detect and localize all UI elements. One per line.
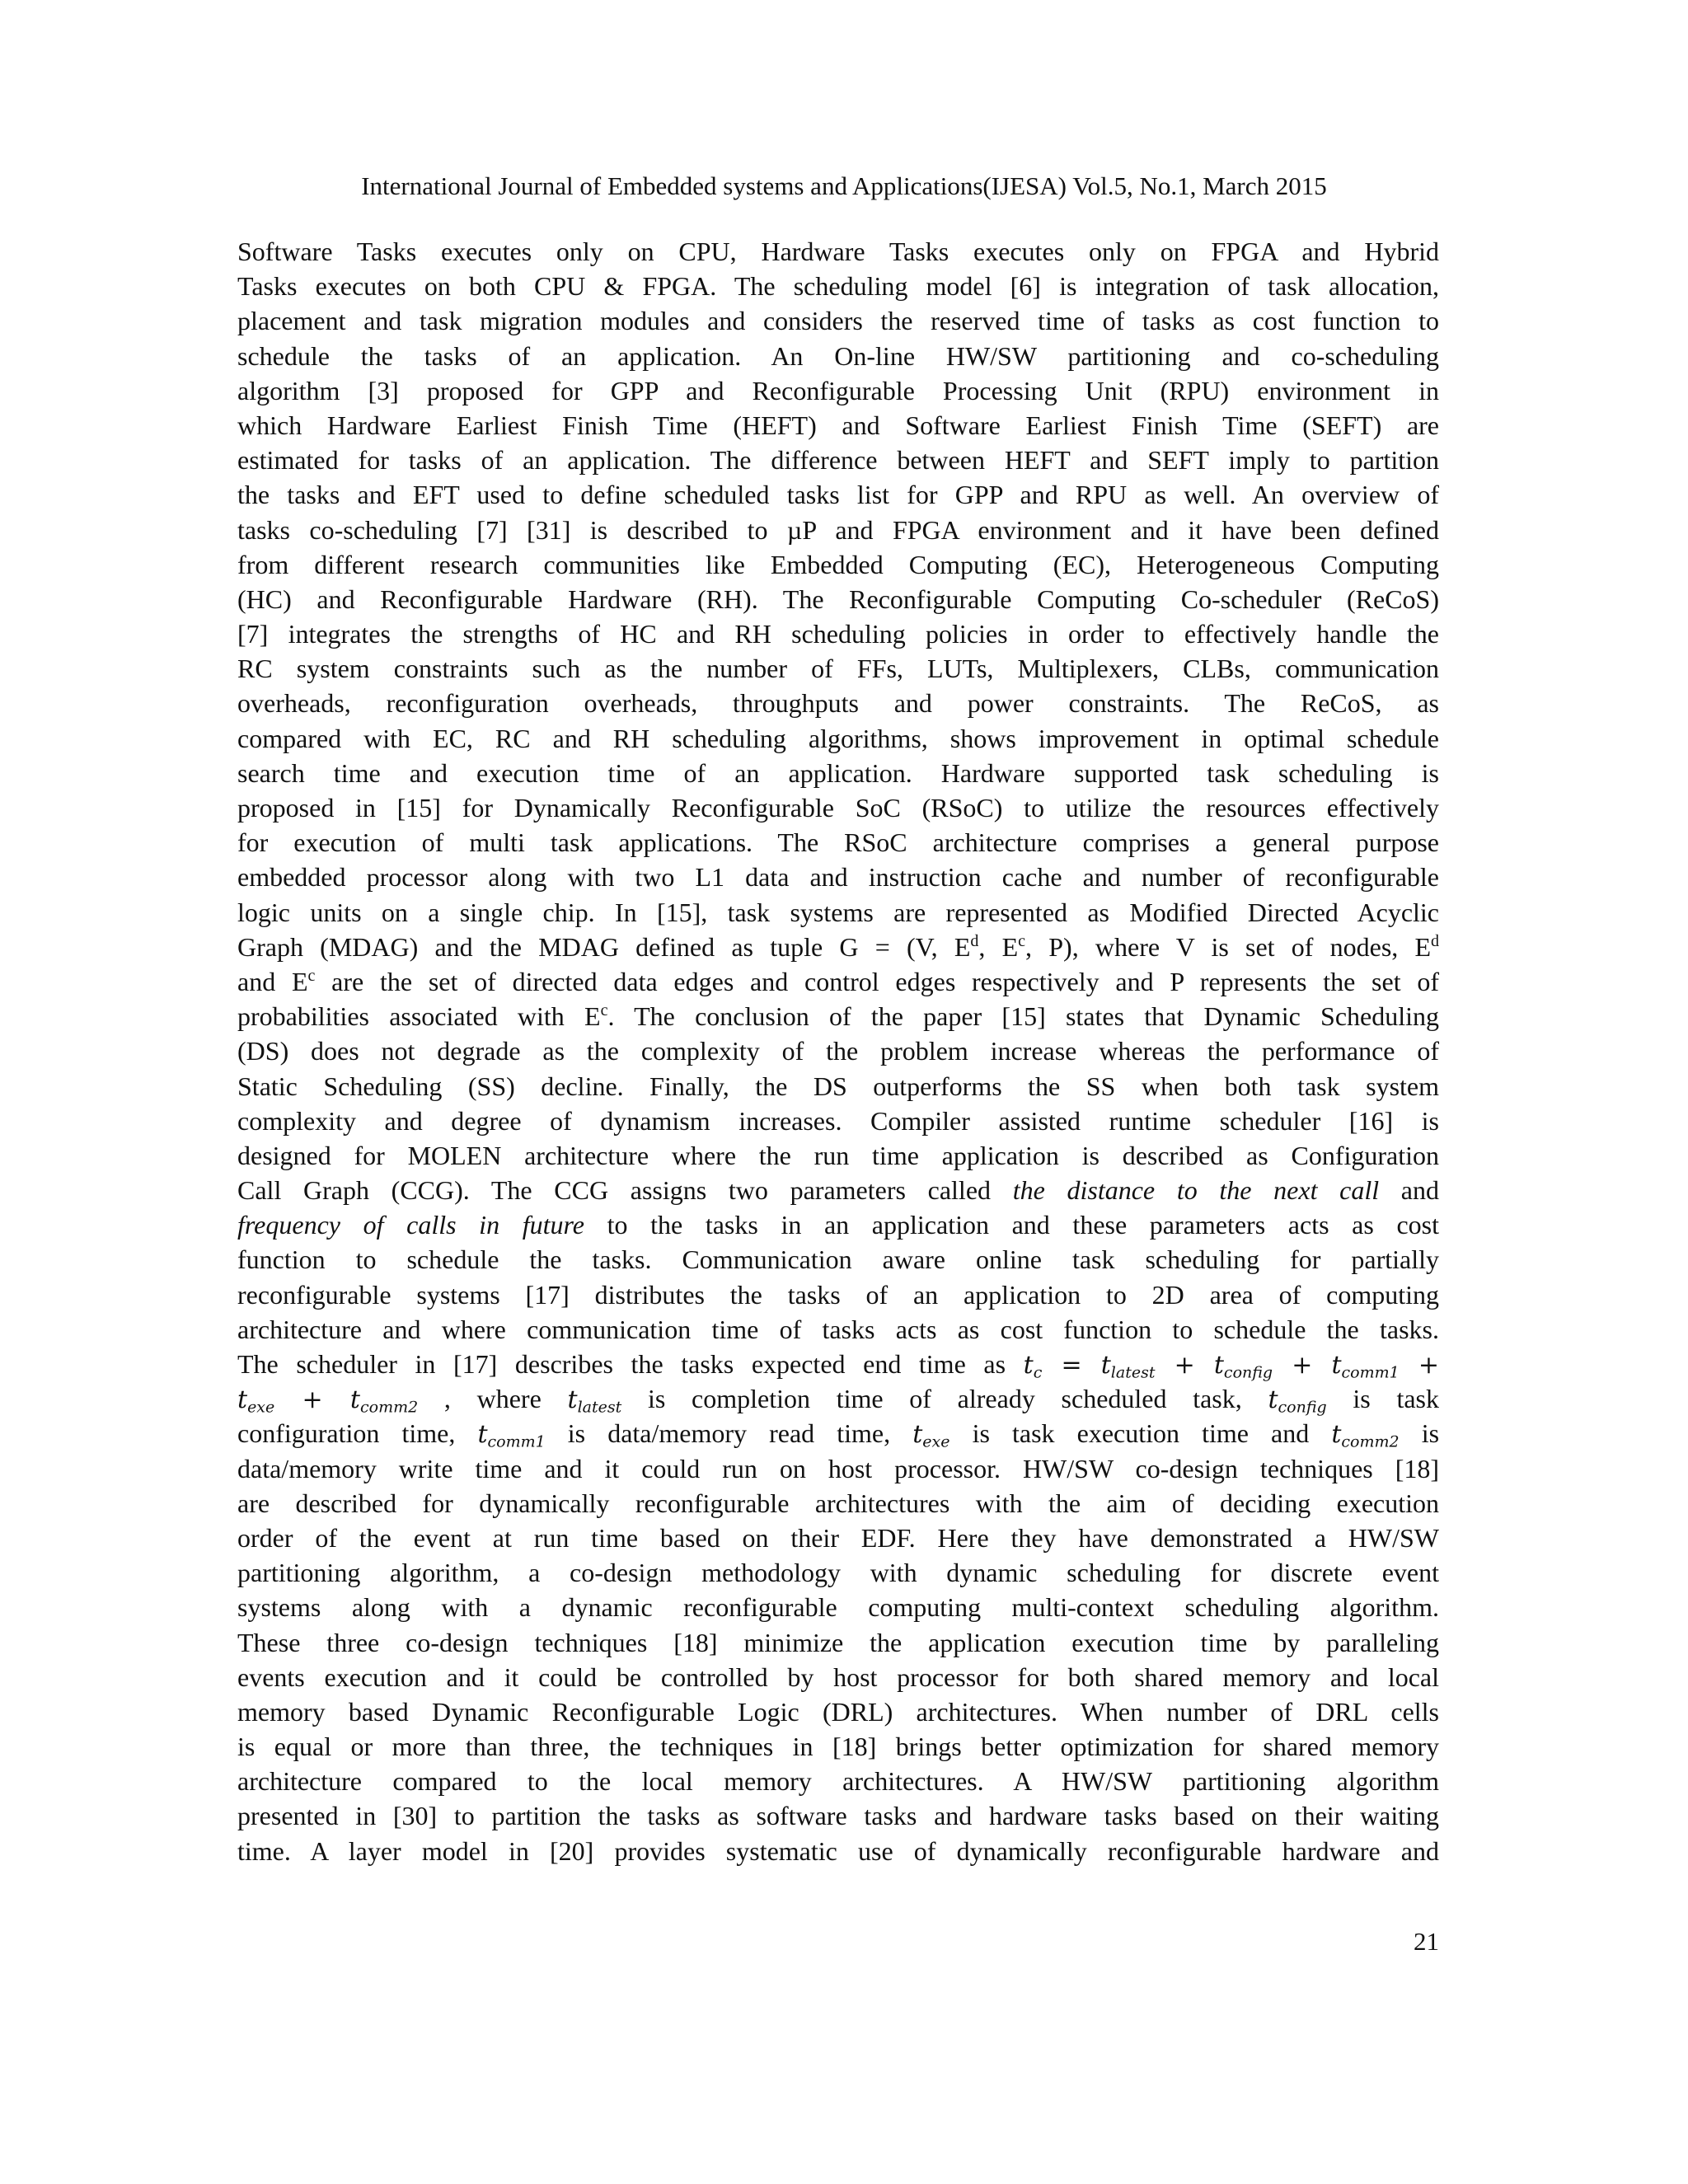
math-term: $t_{config}$ <box>1268 1385 1327 1417</box>
text-line: events execution and it could be controlled by host processor for both shared memory and local <box>237 1661 1439 1692</box>
ccg-line: Call Graph (CCG). The CCG assigns two parameters called the distance to the next call and <box>237 1175 1440 1206</box>
text-line: (HC) and Reconfigurable Hardware (RH). The Reconfigurable Computing Co-scheduler (ReCoS) <box>237 583 1439 614</box>
text-line: schedule the tasks of an application. An On-line HW/SW partitioning and co-scheduling <box>237 340 1439 371</box>
running-header: International Journal of Embedded systems and Applications(IJESA) Vol.5, No.1, March 2015 <box>361 171 1327 200</box>
body-paragraph <box>237 234 1439 1868</box>
superscript: c <box>1018 931 1026 950</box>
text-line: RC system constraints such as the number of FFs, LUTs, Multiplexers, CLBs, communication <box>237 654 1439 684</box>
italic-phrase: the distance to the next call <box>1012 1175 1380 1206</box>
italic-phrase: frequency of calls in future <box>237 1210 584 1240</box>
text-line: reconfigurable systems [17] distributes the tasks of an application to 2D area of computing <box>237 1279 1439 1310</box>
equation-line: configuration time, $t_{comm1}$ is data/memory read time, $t_{exe}$ is task execution time and $t_{comm2}$ is <box>237 1418 1440 1452</box>
text-line: memory based Dynamic Reconfigurable Logic (DRL) architectures. When number of DRL cells <box>237 1696 1439 1727</box>
text-line: overheads, reconfiguration overheads, throughputs and power constraints. The ReCoS, as <box>237 688 1439 719</box>
text-line: placement and task migration modules and considers the reserved time of tasks as cost function to <box>237 306 1439 336</box>
mdag-definition-line: Graph (MDAG) and the MDAG defined as tuple G = (V, $E^d$, $E^c$, P), where V is set of nodes, $E^d$ <box>237 931 1440 962</box>
text-line: (DS) does not degrade as the complexity of the problem increase whereas the performance of <box>237 1036 1439 1066</box>
text-line: These three co-design techniques [18] minimize the application execution time by paralleling <box>237 1627 1439 1657</box>
text-line: embedded processor along with two L1 data and instruction cache and number of reconfigurable <box>237 862 1439 893</box>
text-line: proposed in [15] for Dynamically Reconfigurable SoC (RSoC) to utilize the resources effectively <box>237 793 1439 823</box>
edges-definition-line: and $E^c$ are the set of directed data edges and control edges respectively and P represents the set of <box>237 966 1440 996</box>
equation-line: $t_{exe} + t_{comm2}$ , where $t_{latest}$ is completion time of already scheduled task, $t_{config}$ is task <box>237 1384 1440 1417</box>
text-line: are described for dynamically reconfigurable architectures with the aim of deciding execution <box>237 1488 1439 1518</box>
text-line: logic units on a single chip. In [15], task systems are represented as Modified Directed Acyclic <box>237 897 1439 927</box>
superscript: c <box>600 1001 608 1020</box>
page-number: 21 <box>1414 1927 1439 1956</box>
text-line: compared with EC, RC and RH scheduling algorithms, shows improvement in optimal schedule <box>237 723 1439 753</box>
text-line: algorithm [3] proposed for GPP and Reconfigurable Processing Unit (RPU) environment in <box>237 375 1439 405</box>
text-line: the tasks and EFT used to define scheduled tasks list for GPP and RPU as well. An overview of <box>237 480 1439 510</box>
superscript: d <box>970 931 979 950</box>
text-line: Static Scheduling (SS) decline. Finally, the DS outperforms the SS when both task system <box>237 1071 1439 1101</box>
text-line: is equal or more than three, the techniques in [18] brings better optimization for shared memory <box>237 1732 1439 1762</box>
text-line: from different research communities like Embedded Computing (EC), Heterogeneous Computing <box>237 549 1439 579</box>
text-line: presented in [30] to partition the tasks as software tasks and hardware tasks based on their waiting <box>237 1801 1439 1831</box>
text-line: for execution of multi task applications. The RSoC architecture comprises a general purpose <box>237 827 1439 858</box>
superscript: d <box>1431 931 1440 950</box>
frequency-line: frequency of calls in future to the tasks in an application and these parameters acts as cost <box>237 1210 1440 1240</box>
text-line: architecture and where communication time of tasks acts as cost function to schedule the tasks. <box>237 1314 1439 1344</box>
math-term: $t_{comm2}$ <box>1331 1420 1400 1452</box>
text-line: [7] integrates the strengths of HC and RH scheduling policies in order to effectively handle the <box>237 619 1439 649</box>
text-line: function to schedule the tasks. Communication aware online task scheduling for partially <box>237 1244 1439 1275</box>
text-line: partitioning algorithm, a co-design methodology with dynamic scheduling for discrete event <box>237 1558 1439 1588</box>
text-line: order of the event at run time based on their EDF. Here they have demonstrated a HW/SW <box>237 1522 1439 1553</box>
text-line: architecture compared to the local memory architectures. A HW/SW partitioning algorithm <box>237 1766 1439 1797</box>
text-line: estimated for tasks of an application. The difference between HEFT and SEFT imply to partition <box>237 445 1439 476</box>
text-line: Tasks executes on both CPU & FPGA. The scheduling model [6] is integration of task allocation, <box>237 271 1439 302</box>
text-line: designed for MOLEN architecture where the run time application is described as Configuration <box>237 1140 1439 1170</box>
text-line: tasks co-scheduling [7] [31] is described to µP and FPGA environment and it have been defined <box>237 514 1439 545</box>
math-term: $t_{exe} + t_{comm2}$ <box>237 1385 419 1417</box>
math-term: $t_c = t_{latest} + t_{config} + t_{comm1}$ + <box>1023 1351 1439 1382</box>
superscript: c <box>307 966 316 985</box>
text-line: which Hardware Earliest Finish Time (HEFT) and Software Earliest Finish Time (SEFT) are <box>237 410 1439 440</box>
equation-line: The scheduler in [17] describes the tasks expected end time as $t_c = t_{latest} + t_{config} + t_{comm1}$ + <box>237 1349 1439 1382</box>
text-line: time. A layer model in [20] provides systematic use of dynamically reconfigurable hardware and <box>237 1835 1439 1866</box>
math-term: $t_{comm1}$ <box>477 1420 546 1452</box>
text-line: complexity and degree of dynamism increases. Compiler assisted runtime scheduler [16] is <box>237 1105 1439 1136</box>
probabilities-line: probabilities associated with $E^c$. The conclusion of the paper [15] states that Dynamic Scheduling <box>237 1001 1440 1032</box>
text-line: data/memory write time and it could run on host processor. HW/SW co-design techniques [18] <box>237 1453 1439 1483</box>
text-line: Software Tasks executes only on CPU, Hardware Tasks executes only on FPGA and Hybrid <box>237 237 1439 266</box>
math-term: $t_{latest}$ <box>567 1385 622 1417</box>
text-line: search time and execution time of an application. Hardware supported task scheduling is <box>237 757 1439 788</box>
math-term: $t_{exe}$ <box>912 1420 950 1452</box>
text-line: systems along with a dynamic reconfigurable computing multi-context scheduling algorithm. <box>237 1592 1439 1623</box>
